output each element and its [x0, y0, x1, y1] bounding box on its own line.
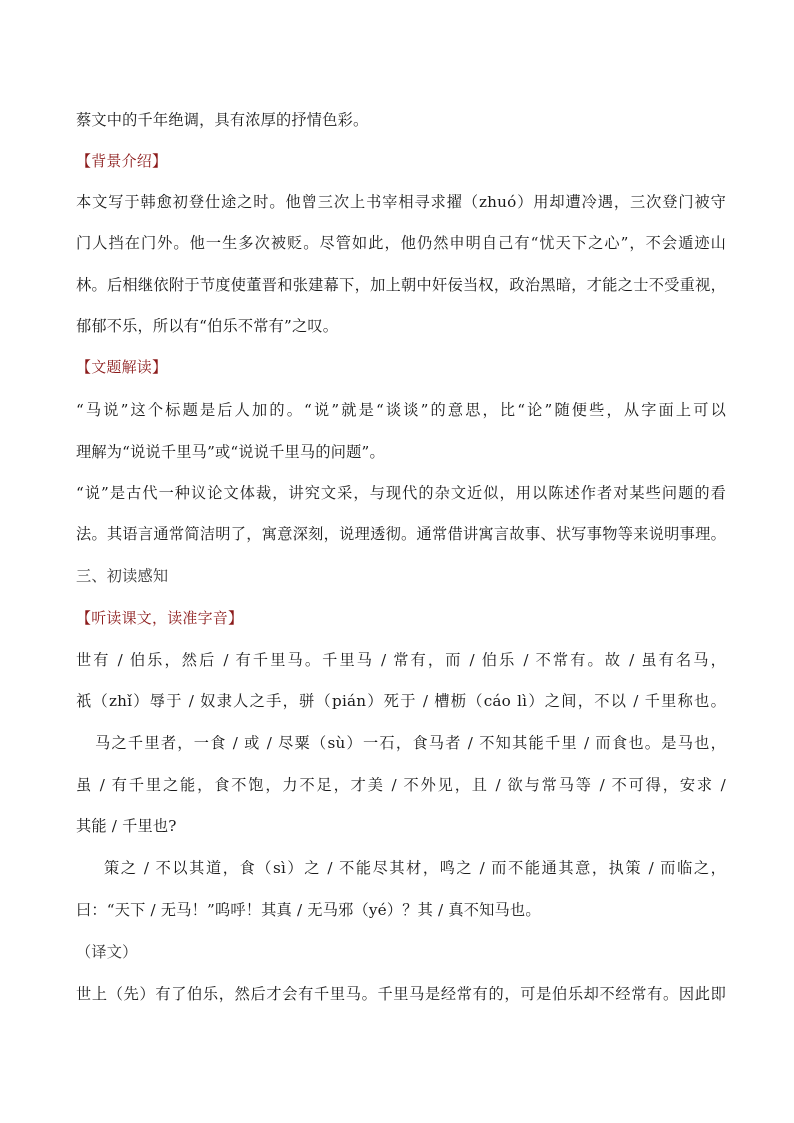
translation-line: 世上（先）有了伯乐，然后才会有千里马。千里马是经常有的，可是伯乐却不经常有。因此即: [76, 985, 726, 1003]
section3-subheading: 【听读课文，读准字音】: [76, 609, 244, 627]
background-heading: 【背景介绍】: [76, 152, 168, 170]
translation-heading: （译文）: [76, 943, 138, 961]
reading-line: 世有 / 伯乐，然后 / 有千里马。千里马 / 常有，而 / 伯乐 / 不常有。故 / 虽有名马，: [76, 651, 726, 669]
title-reading-heading: 【文题解读】: [76, 358, 168, 376]
reading-line: 其能 / 千里也?: [76, 817, 177, 835]
background-line: 本文写于韩愈初登仕途之时。他曾三次上书宰相寻求擢（zhuó）用却遭冷遇，三次登门被守: [76, 193, 726, 211]
title-reading-line: 法。其语言通常简洁明了，寓意深刻，说理透彻。通常借讲寓言故事、状写事物等来说明事理。: [76, 525, 726, 543]
intro-tail-line: 蔡文中的千年绝调，具有浓厚的抒情色彩。: [76, 111, 369, 129]
section3-heading: 三、初读感知: [76, 567, 169, 585]
reading-line: 马之千里者，一食 / 或 / 尽粟（sù）一石，食马者 / 不知其能千里 / 而食也。是马也，: [95, 734, 726, 752]
reading-line: 虽 / 有千里之能，食不饱，力不足，才美 / 不外见，且 / 欲与常马等 / 不可得，安求 /: [76, 776, 726, 794]
background-line: 郁郁不乐，所以有“伯乐不常有”之叹。: [76, 317, 339, 335]
background-line: 门人挡在门外。他一生多次被贬。尽管如此，他仍然申明自己有“忧天下之心”，不会遁迹山: [76, 234, 726, 252]
background-line: 林。后相继依附于节度使董晋和张建幕下，加上朝中奸佞当权，政治黑暗，才能之士不受重视，: [76, 276, 726, 294]
title-reading-line: “马说”这个标题是后人加的。“说”就是“谈谈”的意思，比“论”随便些，从字面上可以: [76, 401, 726, 419]
reading-line: 曰：“天下 / 无马！”呜呼！其真 / 无马邪（yé）？其 / 真不知马也。: [76, 901, 541, 919]
title-reading-line: 理解为“说说千里马”或“说说千里马的问题”。: [76, 443, 385, 461]
reading-line: 祇（zhǐ）辱于 / 奴隶人之手，骈（pián）死于 / 槽枥（cáo lì）之间，不以 / 千里称也。: [76, 692, 726, 710]
reading-line: 策之 / 不以其道，食（sì）之 / 不能尽其材，鸣之 / 而不能通其意，执策 / 而临之，: [104, 859, 726, 877]
title-reading-line: “说”是古代一种议论文体裁，讲究文采，与现代的杂文近似，用以陈述作者对某些问题的看: [76, 484, 726, 502]
